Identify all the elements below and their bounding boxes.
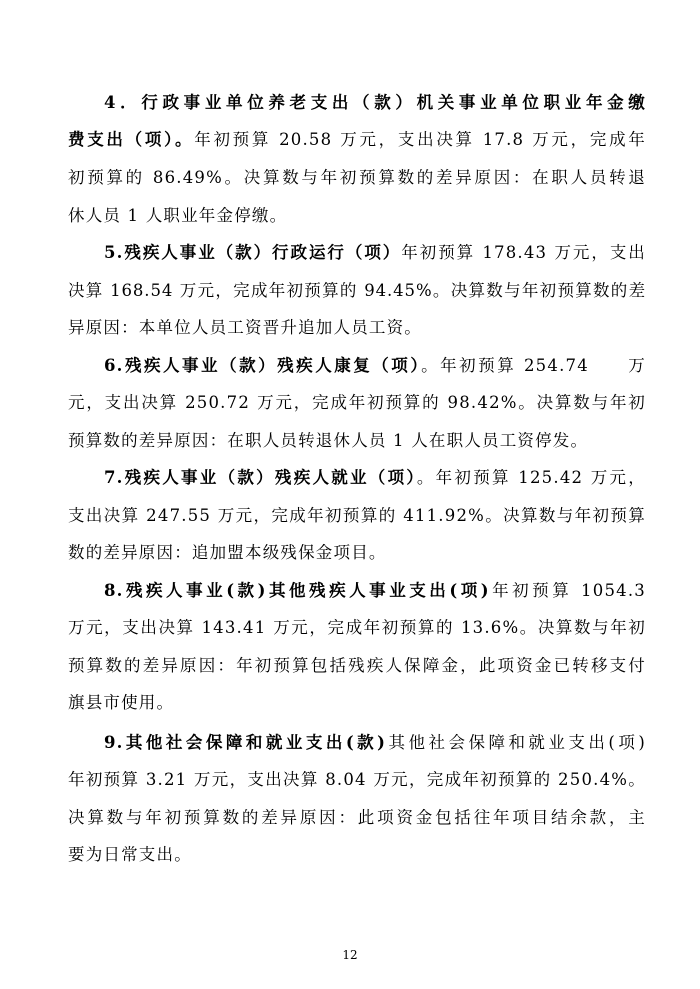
p7-line-3: 数的差异原因：追加盟本级残保金项目。 <box>68 543 387 562</box>
p4-line-3: 初预算的 86.49%。决算数与年初预算数的差异原因：在职人员转退 <box>68 168 646 187</box>
p7-line-1: 7.残疾人事业（款）残疾人就业（项）。年初预算 125.42 万元， <box>104 468 646 487</box>
p6-line-1: 6.残疾人事业（款）残疾人康复（项）。年初预算 254.74 万 <box>104 356 646 375</box>
p4-line-2: 费支出（项）。年初预算 20.58 万元，支出决算 17.8 万元，完成年 <box>68 130 646 149</box>
p6-line-3: 预算数的差异原因：在职人员转退休人员 1 人在职人员工资停发。 <box>68 431 589 450</box>
p5-line-3: 异原因：本单位人员工资晋升追加人员工资。 <box>68 318 422 337</box>
p7-line-2: 支出决算 247.55 万元，完成年初预算的 411.92%。决算数与年初预算 <box>68 506 646 525</box>
p8-line-1: 8.残疾人事业(款)其他残疾人事业支出(项)年初预算 1054.3 <box>104 581 646 600</box>
p8-line-3: 预算数的差异原因：年初预算包括残疾人保障金，此项资金已转移支付 <box>68 656 646 675</box>
p5-line-2: 决算 168.54 万元，完成年初预算的 94.45%。决算数与年初预算数的差 <box>68 281 646 300</box>
p4-line-1: 4．行政事业单位养老支出（款）机关事业单位职业年金缴 <box>104 93 646 112</box>
p9-line-4: 要为日常支出。 <box>68 845 192 864</box>
p9-line-1: 9.其他社会保障和就业支出(款)其他社会保障和就业支出(项) <box>104 733 646 752</box>
page-number: 12 <box>342 948 358 962</box>
p6-line-2: 元，支出决算 250.72 万元，完成年初预算的 98.42%。决算数与年初 <box>68 393 646 412</box>
p9-line-2: 年初预算 3.21 万元，支出决算 8.04 万元，完成年初预算的 250.4%。 <box>68 770 646 789</box>
p8-line-2: 万元，支出决算 143.41 万元，完成年初预算的 13.6%。决算数与年初 <box>68 618 646 637</box>
p5-line-1: 5.残疾人事业（款）行政运行（项）年初预算 178.43 万元，支出 <box>104 243 646 262</box>
p4-line-4: 休人员 1 人职业年金停缴。 <box>68 206 288 225</box>
p9-line-3: 决算数与年初预算数的差异原因：此项资金包括往年项目结余款，主 <box>68 808 646 827</box>
p8-line-4: 旗县市使用。 <box>68 693 175 712</box>
